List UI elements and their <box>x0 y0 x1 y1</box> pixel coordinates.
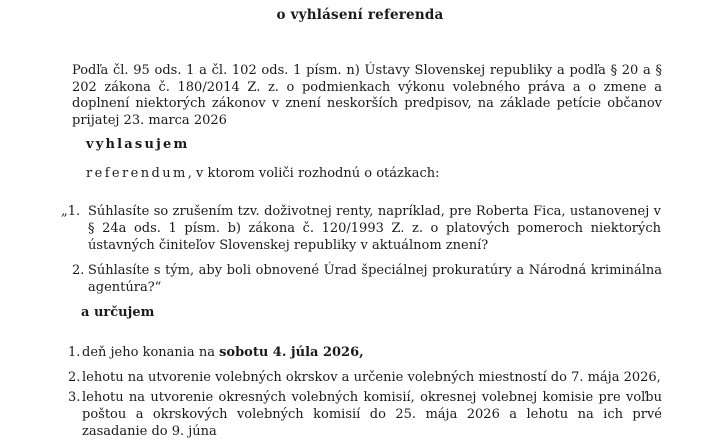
vyhlasujem-label: vyhlasujem <box>86 137 190 152</box>
item-text: lehotu na utvorenie okresných volebných komisií, okresnej volebnej komisie pre voľbu poštou a okrskových volebných komisií do 25. mája 2026 a lehotu na ich prvé zasadanie do 9. júna <box>82 390 662 439</box>
item-number: 2. <box>68 370 81 385</box>
question-text: Súhlasíte so zrušením tzv. doživotnej renty, napríklad, pre Roberta Fica, ustanovenej v § 24a ods. 1 písm. b) zákona č. 120/1993 Z. z. o platových pomeroch niektorých ústavných činiteľov Slovenskej republiky v aktuálnom znení? <box>88 204 661 253</box>
question-number: „1. <box>61 204 81 219</box>
referendum-rest: , v ktorom voliči rozhodnú o otázkach: <box>187 166 440 181</box>
question-text: Súhlasíte s tým, aby boli obnovené Úrad špeciálnej prokuratúry a Národná kriminálna agentúra?“ <box>88 263 662 295</box>
referendum-word: referendum <box>86 166 188 181</box>
urcujem-label: a určujem <box>81 305 155 320</box>
question-item <box>72 262 662 302</box>
document-heading: o vyhlásení referenda <box>276 7 444 23</box>
intro-paragraph: Podľa čl. 95 ods. 1 a čl. 102 ods. 1 písm. n) Ústavy Slovenskej republiky a podľa § 20 a § 202 zákona č. 180/2014 Z. z. o podmienkach výkonu volebného práva a o zmene a doplnení niektorých zákonov v znení neskorších predpisov, na základe petície občanov prijatej 23. marca 2026 <box>72 63 662 128</box>
item-number: 3. <box>68 390 81 405</box>
item-text-prefix: deň jeho konania na <box>82 345 220 360</box>
item-text-bold: sobotu 4. júla 2026, <box>219 345 364 360</box>
item-number: 1. <box>68 345 81 360</box>
item-text <box>82 344 662 361</box>
item-text: lehotu na utvorenie volebných okrskov a určenie volebných miestností do 7. mája 2026, <box>82 370 661 385</box>
question-number: 2. <box>72 263 85 278</box>
referendum-line <box>86 166 440 181</box>
question-item <box>61 203 661 263</box>
